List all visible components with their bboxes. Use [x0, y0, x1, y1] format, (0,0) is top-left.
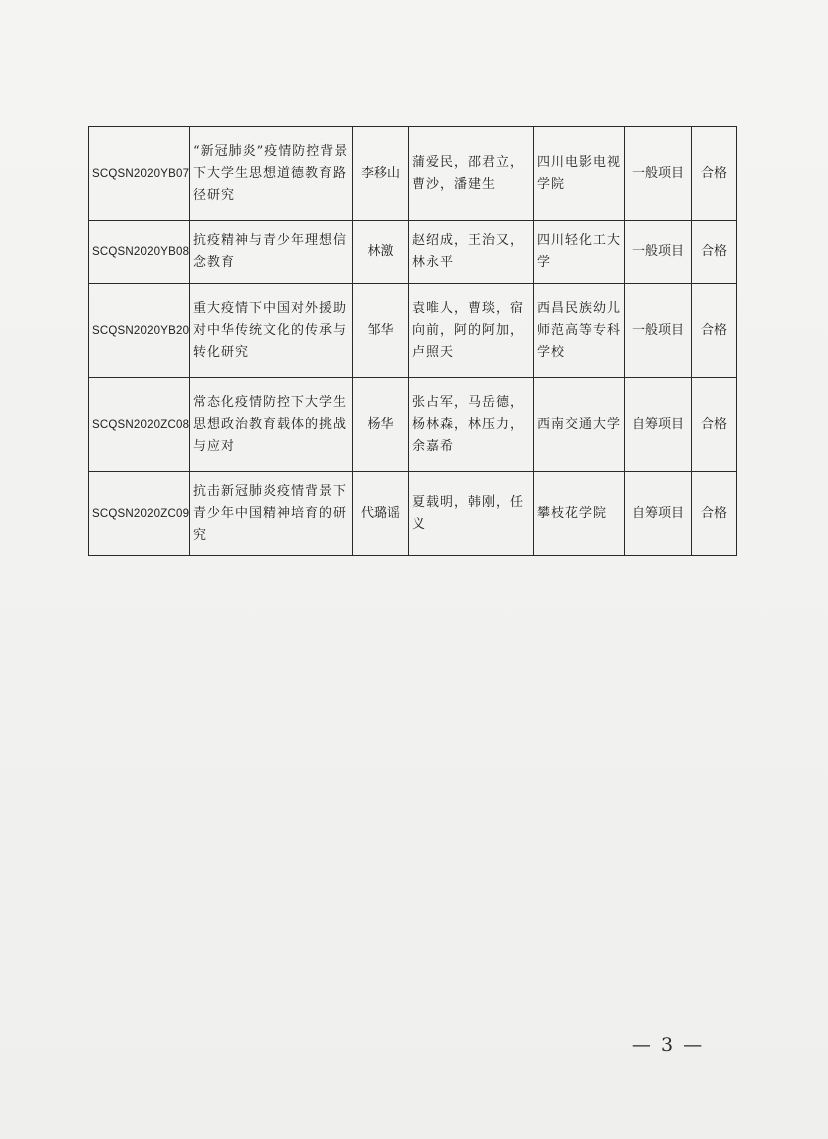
project-members: 夏载明，韩刚，任义: [409, 472, 534, 556]
project-id: SCQSN2020ZC08: [89, 378, 190, 472]
project-id: SCQSN2020YB08: [89, 221, 190, 284]
table-row: [89, 221, 737, 284]
project-results-table: [88, 126, 737, 556]
project-id: SCQSN2020YB07: [89, 127, 190, 221]
project-leader: 邹华: [353, 284, 409, 378]
project-leader: 杨华: [353, 378, 409, 472]
table-row: [89, 378, 737, 472]
project-unit: 西昌民族幼儿师范高等专科学校: [534, 284, 625, 378]
project-members: 张占军，马岳德，杨林森，林压力，余嘉希: [409, 378, 534, 472]
project-title: 抗击新冠肺炎疫情背景下青少年中国精神培育的研究: [190, 472, 353, 556]
project-leader: 李移山: [353, 127, 409, 221]
project-unit: 西南交通大学: [534, 378, 625, 472]
project-type: 一般项目: [625, 284, 692, 378]
project-type: 一般项目: [625, 221, 692, 284]
project-result: 合格: [692, 378, 737, 472]
project-members: 蒲爱民，邵君立，曹沙，潘建生: [409, 127, 534, 221]
project-type: 自筹项目: [625, 378, 692, 472]
project-type: 一般项目: [625, 127, 692, 221]
project-id: SCQSN2020ZC09: [89, 472, 190, 556]
project-unit: 四川电影电视学院: [534, 127, 625, 221]
project-id: SCQSN2020YB20: [89, 284, 190, 378]
project-leader: 代璐谣: [353, 472, 409, 556]
project-title: 抗疫精神与青少年理想信念教育: [190, 221, 353, 284]
project-members: 赵绍成，王治又，林永平: [409, 221, 534, 284]
project-result: 合格: [692, 127, 737, 221]
table-row: [89, 472, 737, 556]
table-row: [89, 127, 737, 221]
project-members: 袁唯人，曹琰，宿向前，阿的阿加，卢照天: [409, 284, 534, 378]
project-type: 自筹项目: [625, 472, 692, 556]
project-title: 常态化疫情防控下大学生思想政治教育载体的挑战与应对: [190, 378, 353, 472]
project-result: 合格: [692, 284, 737, 378]
project-unit: 四川轻化工大学: [534, 221, 625, 284]
project-leader: 林激: [353, 221, 409, 284]
project-title: 重大疫情下中国对外援助对中华传统文化的传承与转化研究: [190, 284, 353, 378]
project-result: 合格: [692, 221, 737, 284]
page-number: — 3 —: [631, 1034, 705, 1056]
project-title: “新冠肺炎”疫情防控背景下大学生思想道德教育路径研究: [190, 127, 353, 221]
project-unit: 攀枝花学院: [534, 472, 625, 556]
table-row: [89, 284, 737, 378]
project-result: 合格: [692, 472, 737, 556]
